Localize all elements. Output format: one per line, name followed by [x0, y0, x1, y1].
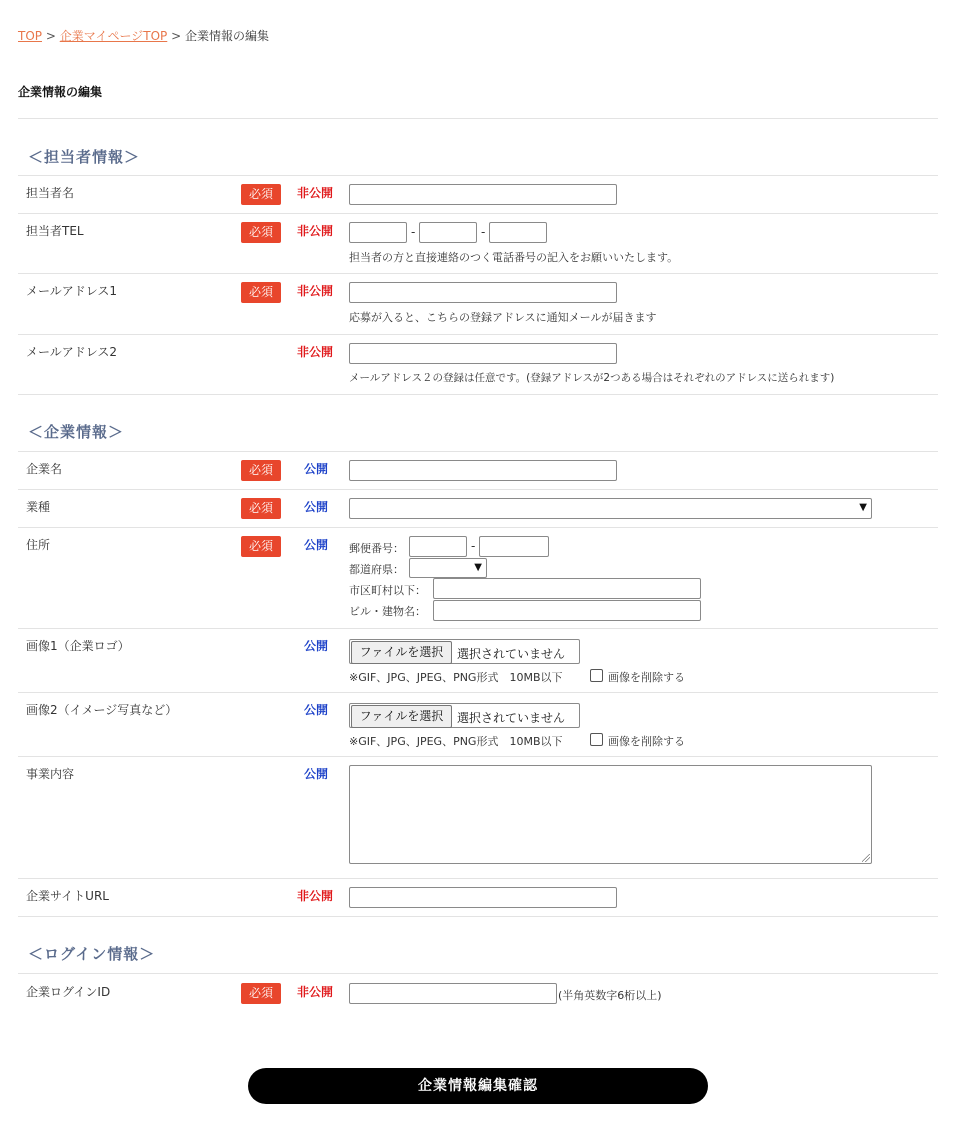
- mail2-note: メールアドレス２の登録は任意です。(登録アドレスが2つある場合はそれぞれのアドレスに送られます): [349, 372, 835, 384]
- tel-note: 担当者の方と直接連絡のつく電話番号の記入をお願いいたします。: [349, 251, 679, 264]
- breadcrumb-mypage-link[interactable]: 企業マイページTOP: [59, 29, 168, 43]
- private-badge: 非公開: [297, 345, 334, 359]
- login-id-label: 企業ログインID: [26, 985, 111, 999]
- zip-input-2[interactable]: [479, 536, 549, 557]
- section-title-contact: ＜担当者情報＞: [28, 148, 141, 166]
- chevron-down-icon: ▼: [859, 502, 867, 513]
- image2-delete-label[interactable]: 画像を削除する: [608, 735, 685, 748]
- breadcrumb-separator: >: [45, 29, 56, 43]
- image1-note: ※GIF、JPG、JPEG、PNG形式 10MB以下: [349, 671, 563, 684]
- divider: [18, 692, 938, 693]
- required-badge: 必須: [241, 536, 281, 557]
- private-badge: 非公開: [297, 889, 334, 903]
- city-input[interactable]: [433, 578, 701, 599]
- tel-separator: -: [481, 225, 486, 239]
- industry-select[interactable]: [349, 498, 872, 519]
- mail1-note: 応募が入ると、こちらの登録アドレスに通知メールが届きます: [349, 311, 657, 324]
- mail1-label: メールアドレス1: [26, 284, 118, 298]
- required-badge: 必須: [241, 282, 281, 303]
- public-badge: 公開: [304, 462, 329, 476]
- tel-input-3[interactable]: [489, 222, 547, 243]
- prefecture-select[interactable]: [409, 558, 487, 578]
- confirm-submit-button[interactable]: 企業情報編集確認: [248, 1068, 708, 1104]
- company-name-label: 企業名: [26, 462, 63, 476]
- required-badge: 必須: [241, 222, 281, 243]
- tel-input-1[interactable]: [349, 222, 407, 243]
- tel-input-2[interactable]: [419, 222, 477, 243]
- private-badge: 非公開: [297, 224, 334, 238]
- divider: [18, 489, 938, 490]
- contact-name-input[interactable]: [349, 184, 617, 205]
- breadcrumb: [18, 27, 269, 44]
- image2-note: ※GIF、JPG、JPEG、PNG形式 10MB以下: [349, 735, 563, 748]
- breadcrumb-separator: >: [171, 29, 182, 43]
- divider: [18, 213, 938, 214]
- url-input[interactable]: [349, 887, 617, 908]
- breadcrumb-current: 企業情報の編集: [185, 29, 270, 43]
- required-badge: 必須: [241, 184, 281, 205]
- image2-file-button[interactable]: ファイルを選択: [351, 705, 452, 728]
- divider: [18, 175, 938, 176]
- divider: [18, 878, 938, 879]
- zip-label: 郵便番号：: [349, 542, 404, 555]
- contact-name-label: 担当者名: [26, 186, 75, 200]
- public-badge: 公開: [304, 767, 329, 781]
- image1-file-button[interactable]: ファイルを選択: [351, 641, 452, 664]
- divider: [18, 973, 938, 974]
- private-badge: 非公開: [297, 284, 334, 298]
- chevron-down-icon: ▼: [474, 562, 482, 573]
- private-badge: 非公開: [297, 186, 334, 200]
- industry-label: 業種: [26, 500, 51, 514]
- image1-label: 画像1（企業ロゴ）: [26, 639, 130, 653]
- image2-file-status: 選択されていません: [457, 711, 566, 725]
- resize-grip-icon[interactable]: [862, 854, 870, 862]
- divider: [18, 628, 938, 629]
- zip-input-1[interactable]: [409, 536, 467, 557]
- business-textarea[interactable]: [349, 765, 872, 864]
- required-badge: 必須: [241, 983, 281, 1004]
- public-badge: 公開: [304, 500, 329, 514]
- divider: [18, 527, 938, 528]
- divider: [18, 394, 938, 395]
- building-input[interactable]: [433, 600, 701, 621]
- company-name-input[interactable]: [349, 460, 617, 481]
- image2-delete-checkbox[interactable]: [590, 733, 603, 746]
- divider: [18, 451, 938, 452]
- tel-separator: -: [411, 225, 416, 239]
- login-id-note: (半角英数字6桁以上): [558, 989, 662, 1002]
- url-label: 企業サイトURL: [26, 889, 109, 903]
- mail2-input[interactable]: [349, 343, 617, 364]
- image1-delete-checkbox[interactable]: [590, 669, 603, 682]
- public-badge: 公開: [304, 703, 329, 717]
- divider: [18, 334, 938, 335]
- private-badge: 非公開: [297, 985, 334, 999]
- image1-file-status: 選択されていません: [457, 647, 566, 661]
- public-badge: 公開: [304, 538, 329, 552]
- mail2-label: メールアドレス2: [26, 345, 118, 359]
- required-badge: 必須: [241, 460, 281, 481]
- prefecture-label: 都道府県：: [349, 563, 404, 576]
- divider: [18, 916, 938, 917]
- breadcrumb-top-link[interactable]: TOP: [18, 29, 43, 43]
- required-badge: 必須: [241, 498, 281, 519]
- divider: [18, 118, 938, 119]
- address-label: 住所: [26, 538, 51, 552]
- divider: [18, 756, 938, 757]
- public-badge: 公開: [304, 639, 329, 653]
- image2-label: 画像2（イメージ写真など）: [26, 703, 178, 717]
- divider: [18, 273, 938, 274]
- mail1-input[interactable]: [349, 282, 617, 303]
- section-title-company: ＜企業情報＞: [28, 423, 125, 441]
- city-label: 市区町村以下：: [349, 584, 426, 597]
- contact-tel-label: 担当者TEL: [26, 224, 84, 238]
- zip-separator: -: [471, 539, 476, 553]
- page-title: 企業情報の編集: [18, 85, 103, 99]
- image1-delete-label[interactable]: 画像を削除する: [608, 671, 685, 684]
- building-label: ビル・建物名：: [349, 605, 426, 618]
- business-label: 事業内容: [26, 767, 75, 781]
- login-id-input[interactable]: [349, 983, 557, 1004]
- section-title-login: ＜ログイン情報＞: [28, 945, 156, 963]
